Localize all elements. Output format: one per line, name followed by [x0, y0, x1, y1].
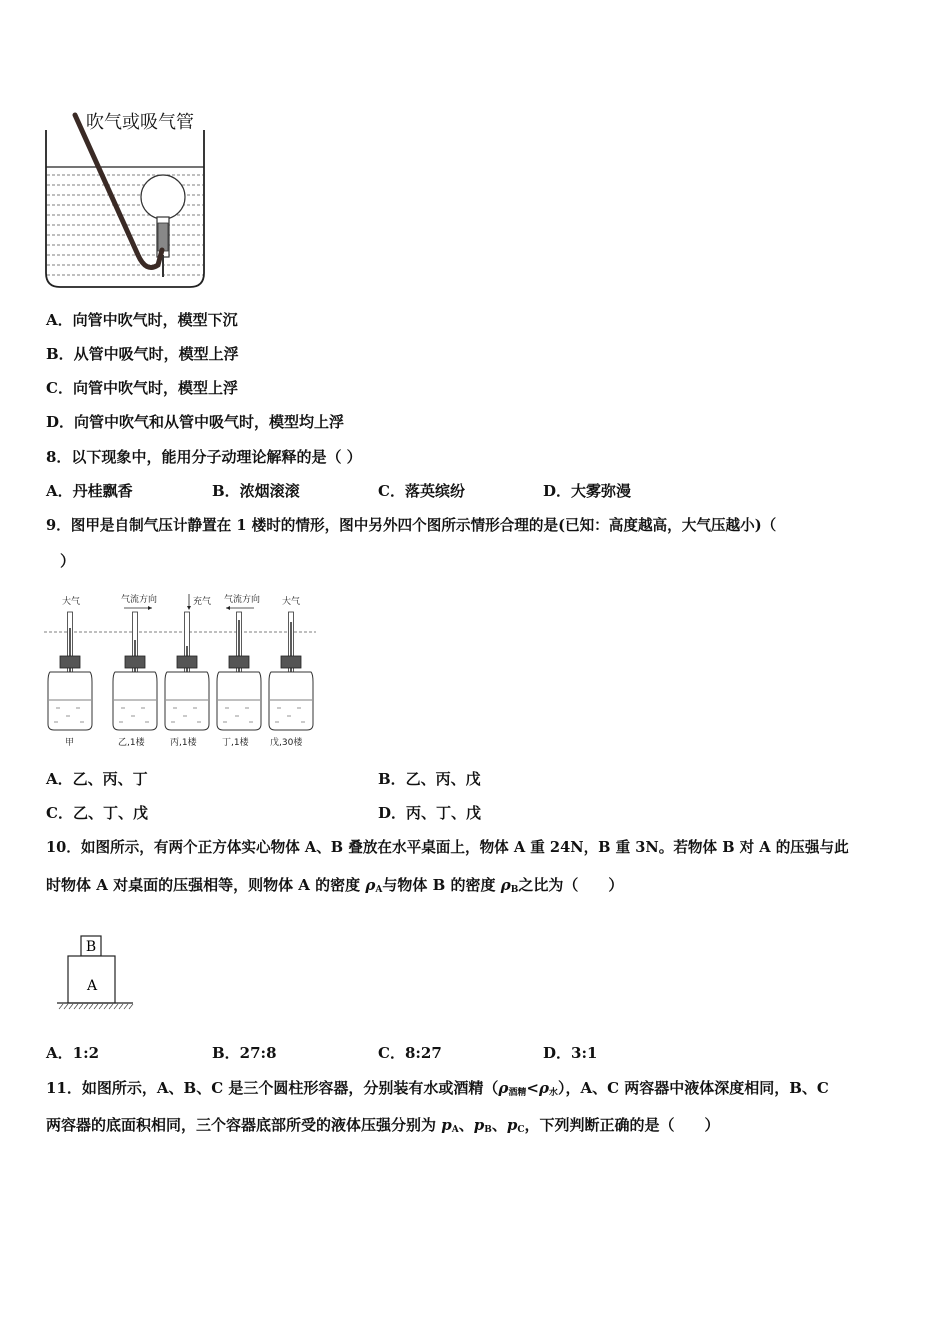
q9-top-label-5: 大气 — [282, 597, 301, 607]
q9-bottle-ding — [217, 612, 261, 730]
q11-p-b: p — [473, 1116, 485, 1134]
q11-sep-2: 、 — [491, 1116, 507, 1134]
q10-rho-a-sub: A — [375, 885, 383, 895]
q11-stem-line2 — [46, 1115, 720, 1140]
q8-stem: 8．以下现象中，能用分子动理论解释的是（ ） — [46, 448, 362, 466]
q7-option-a: A．向管中吹气时，模型下沉 — [46, 311, 238, 329]
q7-option-d: D．向管中吹气和从管中吸气时，模型均上浮 — [46, 413, 345, 431]
q9-bottom-label-2: 乙,1楼 — [118, 738, 145, 748]
q7-option-b: B．从管中吸气时，模型上浮 — [46, 345, 239, 363]
svg-text:A: A — [86, 978, 98, 994]
q10-stem-line2-b: 与物体 B 的密度 — [382, 876, 501, 894]
q8-option-d: D．大雾弥漫 — [543, 482, 632, 500]
q10-option-b: B．27:8 — [212, 1044, 277, 1062]
q10-stem-line2-c: 之比为（ ） — [518, 876, 624, 894]
q9-stem-line1: 9．图甲是自制气压计静置在 1 楼时的情形，图中另外四个图所示情形合理的是(已知：高度越高，大气压越小)（ — [46, 517, 777, 534]
q11-stem-line1-a: 11．如图所示，A、B、C 是三个圆柱形容器，分别装有水或酒精（ — [46, 1079, 499, 1097]
q9-bottle-jia — [48, 612, 92, 730]
q8-option-b: B．浓烟滚滚 — [212, 482, 300, 500]
q9-top-label-3: 充气 — [193, 597, 212, 607]
q8-option-c: C．落英缤纷 — [378, 482, 465, 500]
q10-option-d: D．3:1 — [543, 1044, 598, 1062]
q8-option-a: A．丹桂飘香 — [46, 482, 133, 500]
q11-stem-line2-b: ，下列判断正确的是（ ） — [524, 1116, 720, 1134]
q10-rho-b-sub: B — [510, 885, 519, 895]
q9-bottom-label-4: 丁,1楼 — [222, 738, 249, 748]
q11-sub-pa: A — [451, 1125, 459, 1135]
q9-barometer-figure — [44, 590, 319, 755]
q11-sub-pb: B — [484, 1125, 492, 1135]
q9-stem-line2: ） — [60, 552, 76, 570]
q7-option-c: C．向管中吹气时，模型上浮 — [46, 379, 238, 397]
q9-top-label-4: 气流方向 — [224, 595, 261, 605]
q9-bottom-label-5: 戊,30楼 — [270, 738, 303, 748]
q11-sub-pc: C — [517, 1125, 525, 1135]
q10-stem-line2 — [46, 875, 623, 900]
q11-stem-line1-b: ），A、C 两容器中液体深度相同，B、C — [557, 1079, 829, 1097]
q9-option-d: D．丙、丁、戊 — [378, 804, 482, 822]
q9-bottle-yi — [113, 612, 157, 730]
q7-tube-label: 吹气或吸气管 — [86, 112, 194, 133]
q11-stem-line1 — [46, 1078, 829, 1103]
q9-bottom-label-3: 丙,1楼 — [170, 738, 197, 748]
q9-bottle-wu — [269, 612, 313, 730]
q10-blocks-figure — [55, 932, 135, 1014]
q10-rho-b: ρ — [500, 876, 511, 894]
q10-stem-line1: 10．如图所示，有两个正方体实心物体 A、B 叠放在水平桌面上，物体 A 重 24N，B 重 3N。若物体 B 对 A 的压强与此 — [46, 839, 849, 856]
q11-rho-alcohol: ρ — [498, 1079, 509, 1097]
q9-top-label-2: 气流方向 — [121, 595, 158, 605]
svg-text:B: B — [85, 939, 97, 955]
q9-bottom-label-1: 甲 — [65, 738, 75, 748]
q11-less-than: < — [526, 1079, 539, 1097]
q9-option-a: A．乙、丙、丁 — [46, 770, 148, 788]
q9-option-c: C．乙、丁、戊 — [46, 804, 148, 822]
q10-rho-a: ρ — [365, 876, 376, 894]
q11-stem-line2-a: 两容器的底面积相同，三个容器底部所受的液体压强分别为 — [46, 1116, 442, 1134]
q9-bottle-bing — [165, 612, 209, 730]
q10-option-c: C．8:27 — [378, 1044, 442, 1062]
q11-sep-1: 、 — [458, 1116, 474, 1134]
q11-p-a: p — [441, 1116, 452, 1134]
q11-sub-alcohol: 酒精 — [508, 1088, 527, 1098]
q9-top-label-1: 大气 — [62, 597, 81, 607]
q10-option-a: A．1:2 — [46, 1044, 100, 1062]
q11-p-c: p — [506, 1116, 518, 1134]
q10-stem-line2-a: 时物体 A 对桌面的压强相等，则物体 A 的密度 — [46, 876, 366, 894]
q11-sub-water: 水 — [548, 1088, 558, 1098]
q11-rho-water: ρ — [538, 1079, 549, 1097]
q9-option-b: B．乙、丙、戊 — [378, 770, 481, 788]
